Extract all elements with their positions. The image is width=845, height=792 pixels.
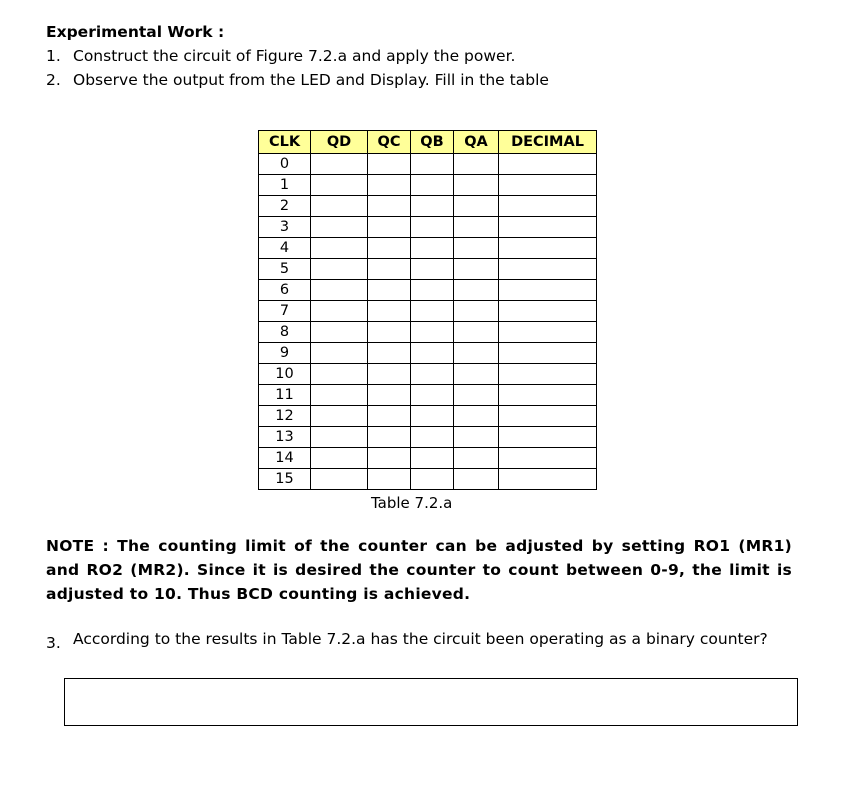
table-row [259,448,597,469]
cell-qc[interactable] [368,280,411,301]
cell-clk: 0 [259,154,311,175]
cell-qb[interactable] [411,364,454,385]
table-header-row [259,131,597,154]
step-2 [46,71,549,89]
cell-qa[interactable] [454,175,499,196]
cell-clk: 4 [259,238,311,259]
header-decimal: DECIMAL [499,131,597,154]
cell-qb[interactable] [411,427,454,448]
cell-clk: 9 [259,343,311,364]
cell-qc[interactable] [368,217,411,238]
cell-decimal[interactable] [499,301,597,322]
cell-qa[interactable] [454,154,499,175]
step-text: Construct the circuit of Figure 7.2.a and apply the power. [73,47,516,65]
table-row [259,175,597,196]
table-row [259,385,597,406]
cell-qa[interactable] [454,448,499,469]
table-row [259,259,597,280]
table-row [259,322,597,343]
cell-qd[interactable] [311,238,368,259]
cell-qc[interactable] [368,259,411,280]
cell-qa[interactable] [454,385,499,406]
cell-qd[interactable] [311,427,368,448]
cell-qa[interactable] [454,406,499,427]
cell-clk: 12 [259,406,311,427]
cell-qa[interactable] [454,238,499,259]
cell-decimal[interactable] [499,217,597,238]
cell-qb[interactable] [411,469,454,490]
cell-qb[interactable] [411,238,454,259]
cell-qa[interactable] [454,343,499,364]
cell-qc[interactable] [368,469,411,490]
cell-decimal[interactable] [499,343,597,364]
cell-qd[interactable] [311,364,368,385]
cell-clk: 11 [259,385,311,406]
cell-qb[interactable] [411,406,454,427]
cell-clk: 6 [259,280,311,301]
cell-qd[interactable] [311,301,368,322]
table-row [259,217,597,238]
cell-decimal[interactable] [499,469,597,490]
table-body [259,154,597,490]
step-number: 2. [46,71,61,89]
cell-qc[interactable] [368,427,411,448]
table-row [259,343,597,364]
cell-qa[interactable] [454,217,499,238]
cell-qc[interactable] [368,322,411,343]
cell-clk: 8 [259,322,311,343]
cell-qb[interactable] [411,154,454,175]
cell-qa[interactable] [454,427,499,448]
cell-qc[interactable] [368,406,411,427]
cell-decimal[interactable] [499,364,597,385]
table-row [259,406,597,427]
cell-qc[interactable] [368,364,411,385]
table-row [259,154,597,175]
cell-qa[interactable] [454,469,499,490]
cell-qa[interactable] [454,364,499,385]
cell-qb[interactable] [411,322,454,343]
cell-decimal[interactable] [499,196,597,217]
table-row [259,364,597,385]
cell-qa[interactable] [454,322,499,343]
cell-qb[interactable] [411,385,454,406]
cell-qd[interactable] [311,469,368,490]
cell-clk: 14 [259,448,311,469]
cell-clk: 1 [259,175,311,196]
cell-qb[interactable] [411,175,454,196]
cell-qd[interactable] [311,322,368,343]
cell-clk: 13 [259,427,311,448]
cell-qd[interactable] [311,196,368,217]
cell-qc[interactable] [368,343,411,364]
cell-qd[interactable] [311,406,368,427]
header-qd: QD [311,131,368,154]
table-caption: Table 7.2.a [371,494,453,512]
step-1 [46,47,515,65]
cell-qd[interactable] [311,259,368,280]
cell-qc[interactable] [368,154,411,175]
cell-qd[interactable] [311,448,368,469]
header-clk: CLK [259,131,311,154]
header-qc: QC [368,131,411,154]
table-row [259,301,597,322]
cell-clk: 15 [259,469,311,490]
cell-clk: 7 [259,301,311,322]
cell-clk: 10 [259,364,311,385]
question-number: 3. [46,634,61,652]
step-number: 1. [46,47,61,65]
cell-decimal[interactable] [499,448,597,469]
cell-clk: 2 [259,196,311,217]
cell-qc[interactable] [368,448,411,469]
cell-decimal[interactable] [499,385,597,406]
cell-qb[interactable] [411,280,454,301]
cell-qc[interactable] [368,238,411,259]
cell-qc[interactable] [368,301,411,322]
cell-qc[interactable] [368,385,411,406]
question-3 [46,627,792,651]
cell-qb[interactable] [411,448,454,469]
cell-decimal[interactable] [499,406,597,427]
step-text: Observe the output from the LED and Display. Fill in the table [73,71,549,89]
table-row [259,427,597,448]
cell-qb[interactable] [411,217,454,238]
section-heading: Experimental Work : [46,23,225,41]
cell-decimal[interactable] [499,427,597,448]
header-qb: QB [411,131,454,154]
cell-qa[interactable] [454,280,499,301]
cell-qd[interactable] [311,343,368,364]
question-text: According to the results in Table 7.2.a has the circuit been operating as a binary counter? [73,630,768,648]
table-row [259,469,597,490]
cell-qa[interactable] [454,259,499,280]
cell-qb[interactable] [411,343,454,364]
table-row [259,196,597,217]
table-row [259,238,597,259]
cell-qd[interactable] [311,154,368,175]
cell-qd[interactable] [311,280,368,301]
cell-decimal[interactable] [499,280,597,301]
cell-clk: 5 [259,259,311,280]
cell-qd[interactable] [311,385,368,406]
note-paragraph: NOTE : The counting limit of the counter can be adjusted by setting RO1 (MR1) and RO2 (MR2). Since it is desired the counter to count between 0-9, the limit is adjusted to 10. Thus BCD counting is achieved. [46,537,792,603]
cell-decimal[interactable] [499,154,597,175]
cell-qd[interactable] [311,217,368,238]
cell-qb[interactable] [411,196,454,217]
cell-decimal[interactable] [499,259,597,280]
cell-qa[interactable] [454,301,499,322]
cell-qa[interactable] [454,196,499,217]
cell-qb[interactable] [411,301,454,322]
cell-qd[interactable] [311,175,368,196]
cell-clk: 3 [259,217,311,238]
table-row [259,280,597,301]
results-table [258,130,597,490]
cell-decimal[interactable] [499,238,597,259]
answer-box[interactable] [64,678,798,726]
header-qa: QA [454,131,499,154]
cell-qc[interactable] [368,196,411,217]
cell-qc[interactable] [368,175,411,196]
cell-decimal[interactable] [499,322,597,343]
cell-qb[interactable] [411,259,454,280]
cell-decimal[interactable] [499,175,597,196]
